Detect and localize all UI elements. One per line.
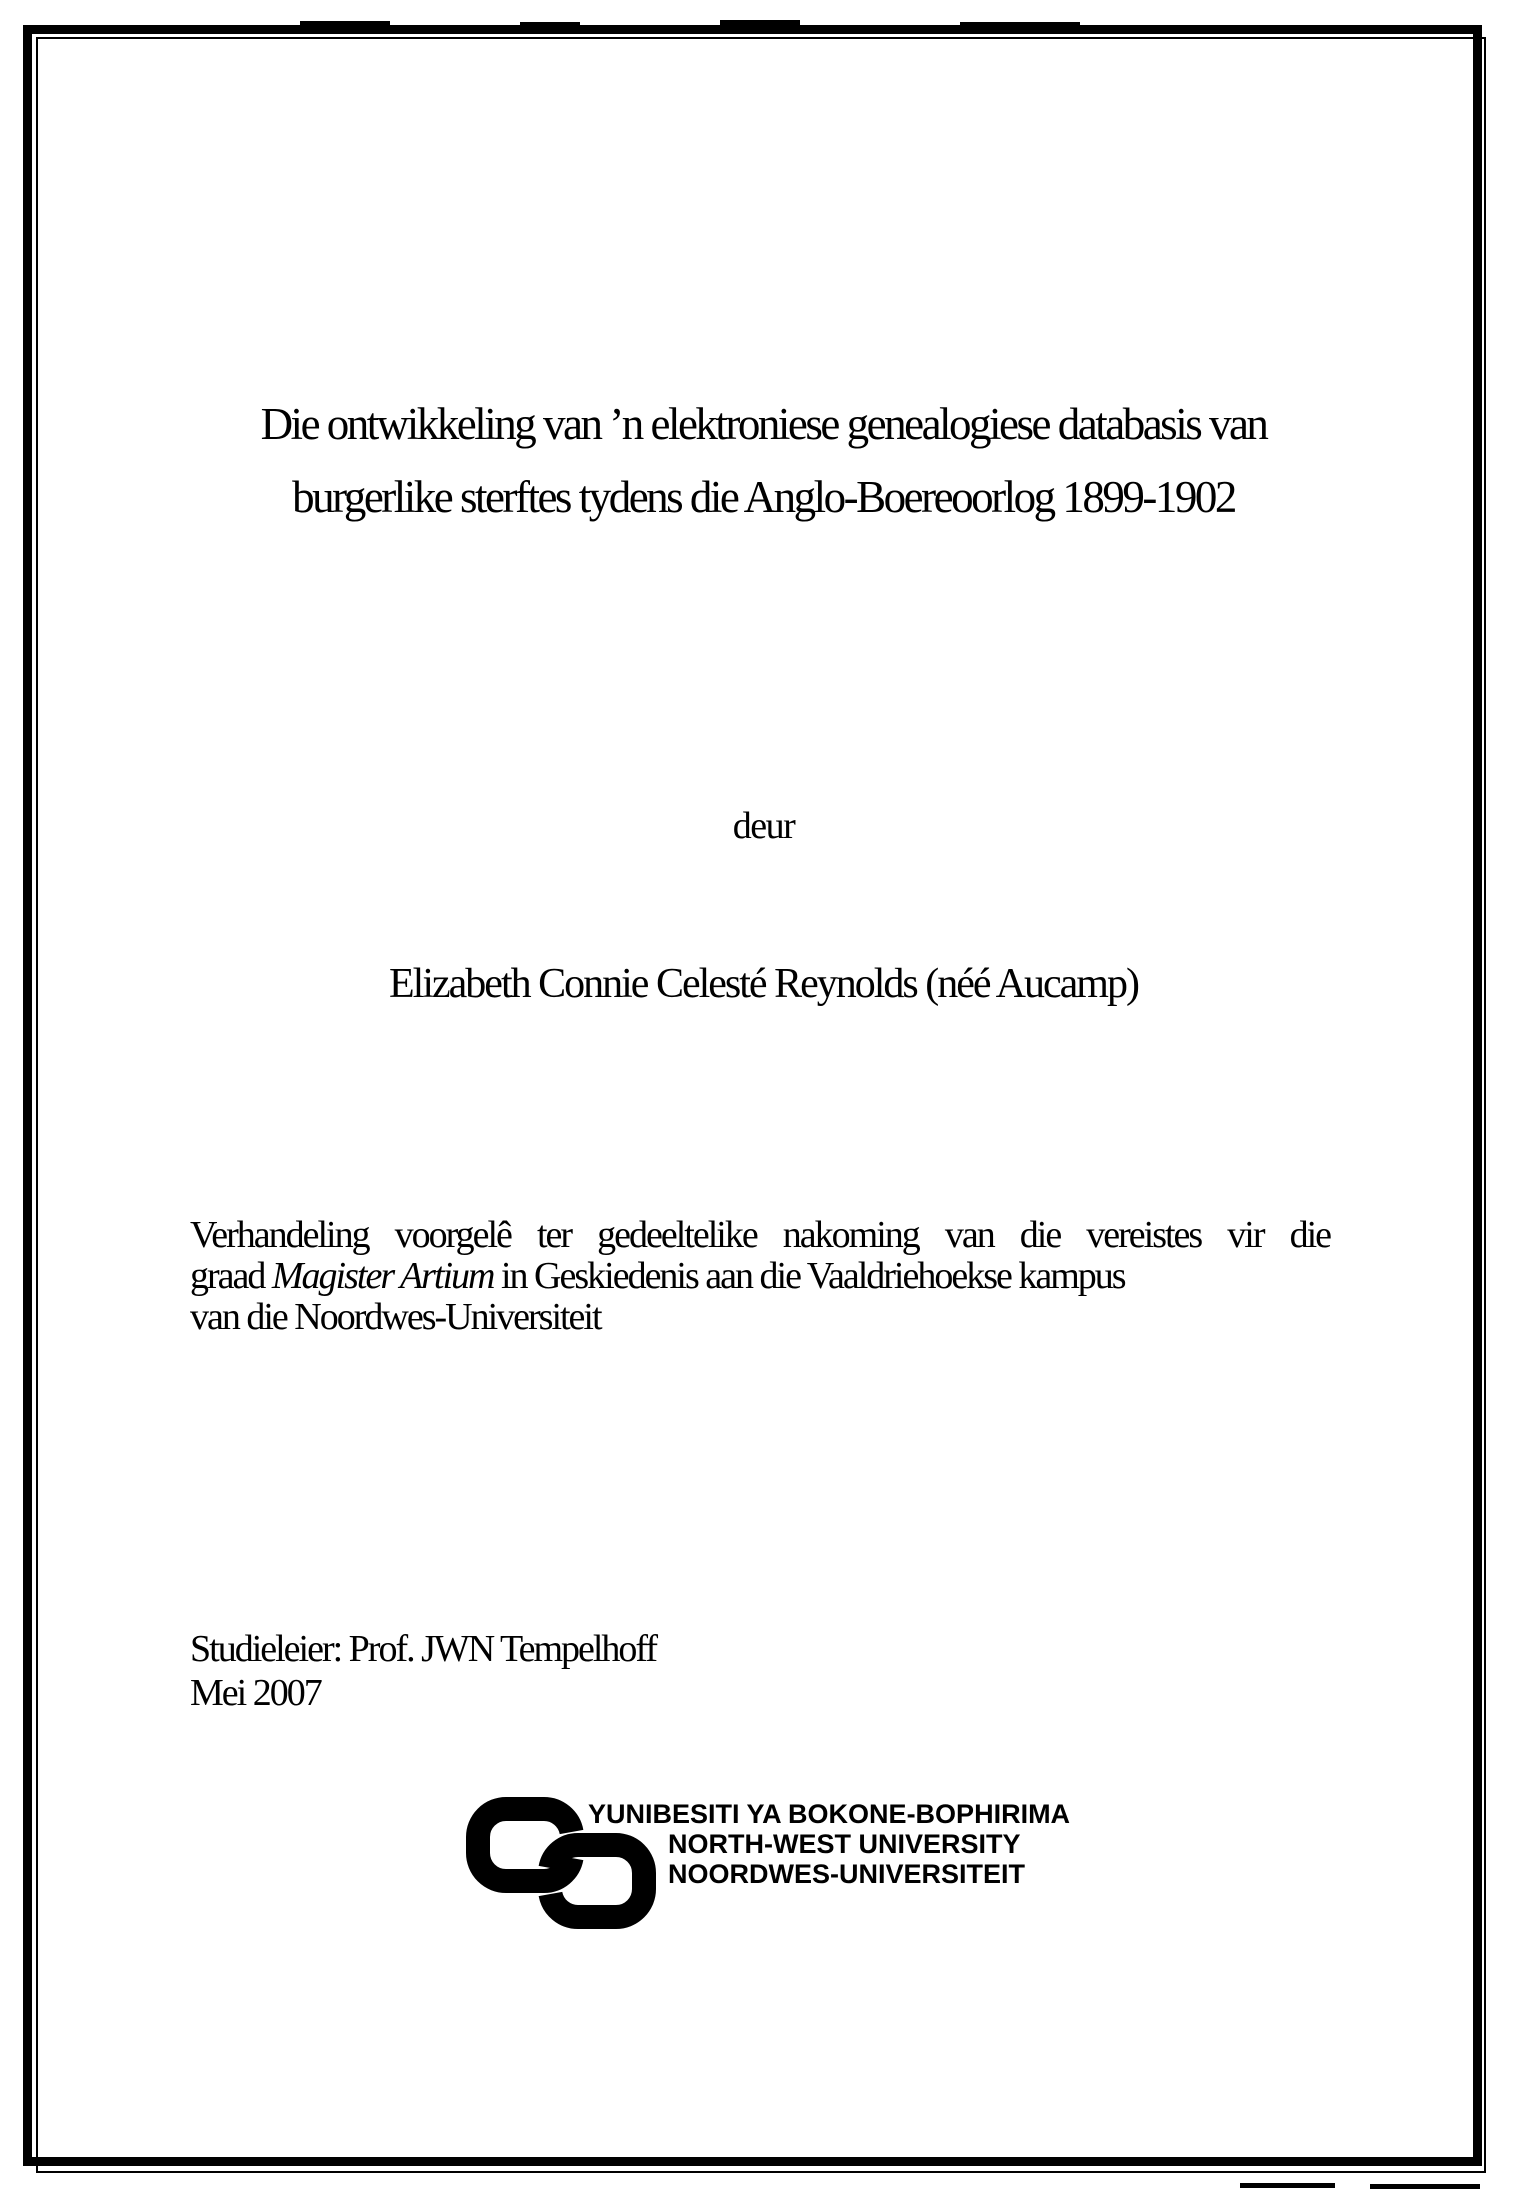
supervisor-block bbox=[190, 1627, 656, 1715]
thesis-description-line2 bbox=[190, 1256, 1330, 1297]
thesis-description-line1: Verhandeling voorgelê ter gedeeltelike nakoming van die vereistes vir die bbox=[190, 1214, 1330, 1256]
thesis-title bbox=[190, 388, 1337, 534]
date-line: Mei 2007 bbox=[190, 1672, 321, 1714]
logo-text-setswana: YUNIBESITI YA BOKONE-BOPHIRIMA bbox=[588, 1799, 1071, 1829]
logo-text-afrikaans: NOORDWES-UNIVERSITEIT bbox=[668, 1859, 1026, 1889]
scan-artifact bbox=[1240, 2183, 1335, 2188]
thesis-description bbox=[190, 1215, 1330, 1338]
author-name: Elizabeth Connie Celesté Reynolds (néé Aucamp) bbox=[389, 961, 1138, 1007]
supervisor-line: Studieleier: Prof. JWN Tempelhoff bbox=[190, 1628, 657, 1670]
thesis-degree-post: in Geskiedenis aan die Vaaldriehoekse kampus bbox=[493, 1255, 1125, 1297]
logo-text-english: NORTH-WEST UNIVERSITY bbox=[668, 1829, 1021, 1859]
scan-artifact bbox=[1370, 2184, 1480, 2189]
byline-label: deur bbox=[732, 805, 795, 847]
thesis-degree-italic: Magister Artium bbox=[271, 1255, 494, 1297]
thesis-title-line2: burgerlike sterftes tydens die Anglo-Boereoorlog 1899-1902 bbox=[292, 472, 1235, 522]
thesis-degree-pre: graad bbox=[190, 1255, 272, 1297]
thesis-title-line1: Die ontwikkeling van ’n elektroniese genealogiese databasis van bbox=[260, 399, 1267, 449]
thesis-description-line3: van die Noordwes-Universiteit bbox=[190, 1296, 601, 1338]
